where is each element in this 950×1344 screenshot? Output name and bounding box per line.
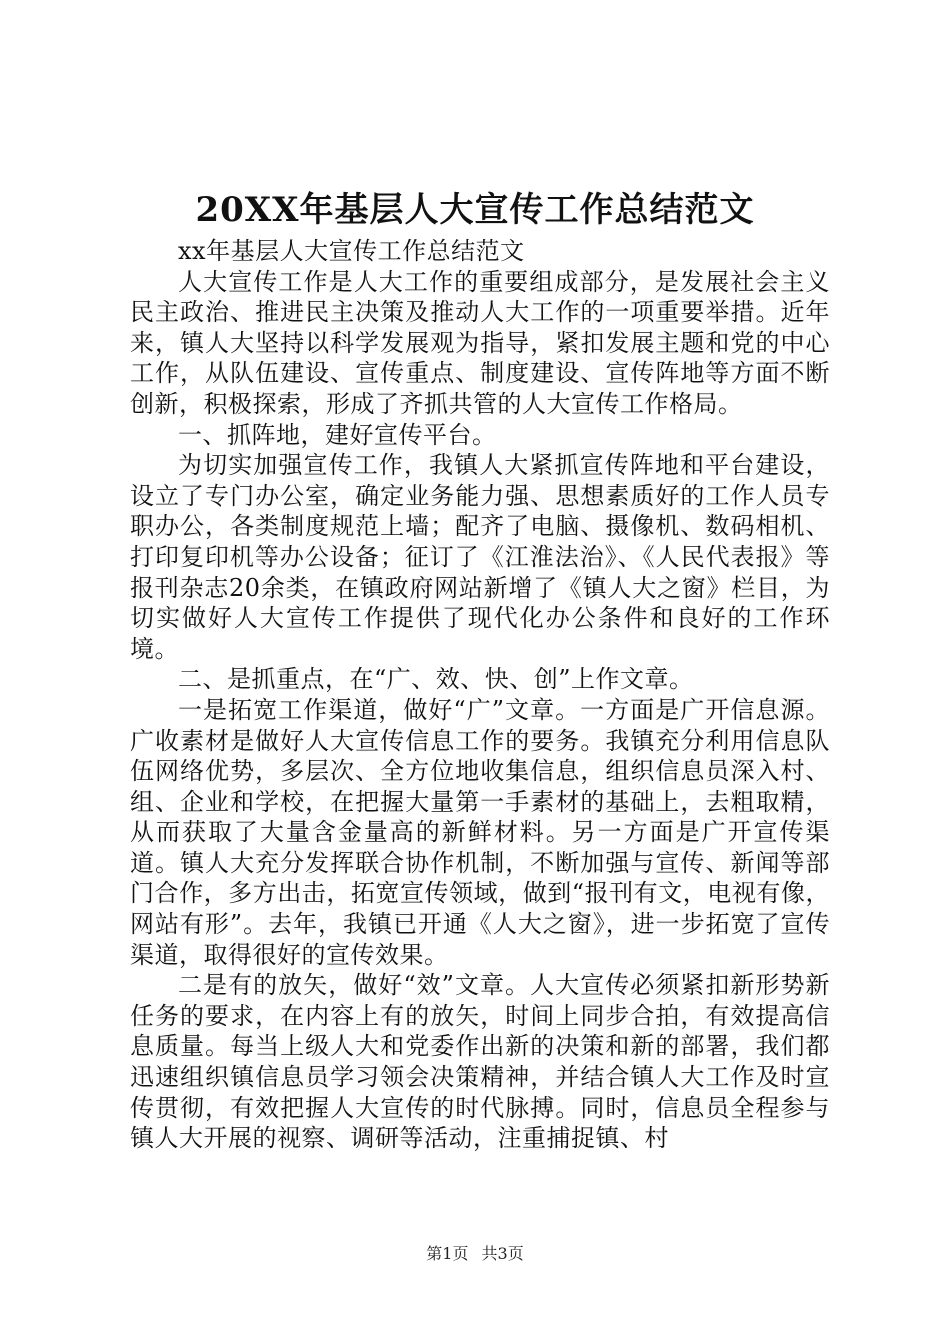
document-body — [130, 236, 830, 1154]
page-number: 第1页 — [426, 1244, 469, 1263]
section-heading-1: 一、抓阵地，建好宣传平台。 — [178, 420, 497, 449]
paragraph-point-2: 二是有的放矢，做好“效”文章。人大宣传必须紧扣新形势新任务的要求，在内容上有的放矢，时间上同步合拍，有效提高信息质量。每当上级人大和党委作出新的决策和新的部署，我们都迅速组织镇信息员学习领会决策精神，并结合镇人大工作及时宣传贯彻，有效把握人大宣传的时代脉搏。同时，信息员全程参与镇人大开展的视察、调研等活动，注重捕捉镇、村 — [130, 971, 830, 1153]
page-total: 共3页 — [481, 1244, 524, 1263]
paragraph-subtitle: xx年基层人大宣传工作总结范文 — [178, 237, 525, 265]
paragraph-point-1: 一是拓宽工作渠道，做好“广”文章。一方面是广开信息源。广收素材是做好人大宣传信息工作的要务。我镇充分利用信息队伍网络优势，多层次、全方位地收集信息，组织信息员深入村、组、企业和学校，在把握大量第一手素材的基础上，去粗取精，从而获取了大量含金量高的新鲜材料。另一方面是广开宣传渠道。镇人大充分发挥联合协作机制，不断加强与宣传、新闻等部门合作，多方出击，拓宽宣传领域，做到“报刊有文，电视有像，网站有形”。去年，我镇已开通《人大之窗》，进一步拓宽了宣传渠道，取得很好的宣传效果。 — [130, 695, 830, 969]
paragraph-section-1: 为切实加强宣传工作，我镇人大紧抓宣传阵地和平台建设，设立了专门办公室，确定业务能力强、思想素质好的工作人员专职办公，各类制度规范上墙；配齐了电脑、摄像机、数码相机、打印复印机等办公设备；征订了《江淮法治》、《人民代表报》等报刊杂志20余类，在镇政府网站新增了《镇人大之窗》栏目，为切实做好人大宣传工作提供了现代化办公条件和良好的工作环境。 — [130, 451, 830, 663]
paragraph-intro: 人大宣传工作是人大工作的重要组成部分，是发展社会主义民主政治、推进民主决策及推动人大工作的一项重要举措。近年来，镇人大坚持以科学发展观为指导，紧扣发展主题和党的中心工作，从队伍建设、宣传重点、制度建设、宣传阵地等方面不断创新，积极探索，形成了齐抓共管的人大宣传工作格局。 — [130, 267, 830, 418]
page-footer — [0, 1243, 950, 1265]
document-title: 20XX年基层人大宣传工作总结范文 — [195, 190, 755, 230]
section-heading-2: 二、是抓重点，在“广、效、快、创”上作文章。 — [178, 665, 694, 694]
